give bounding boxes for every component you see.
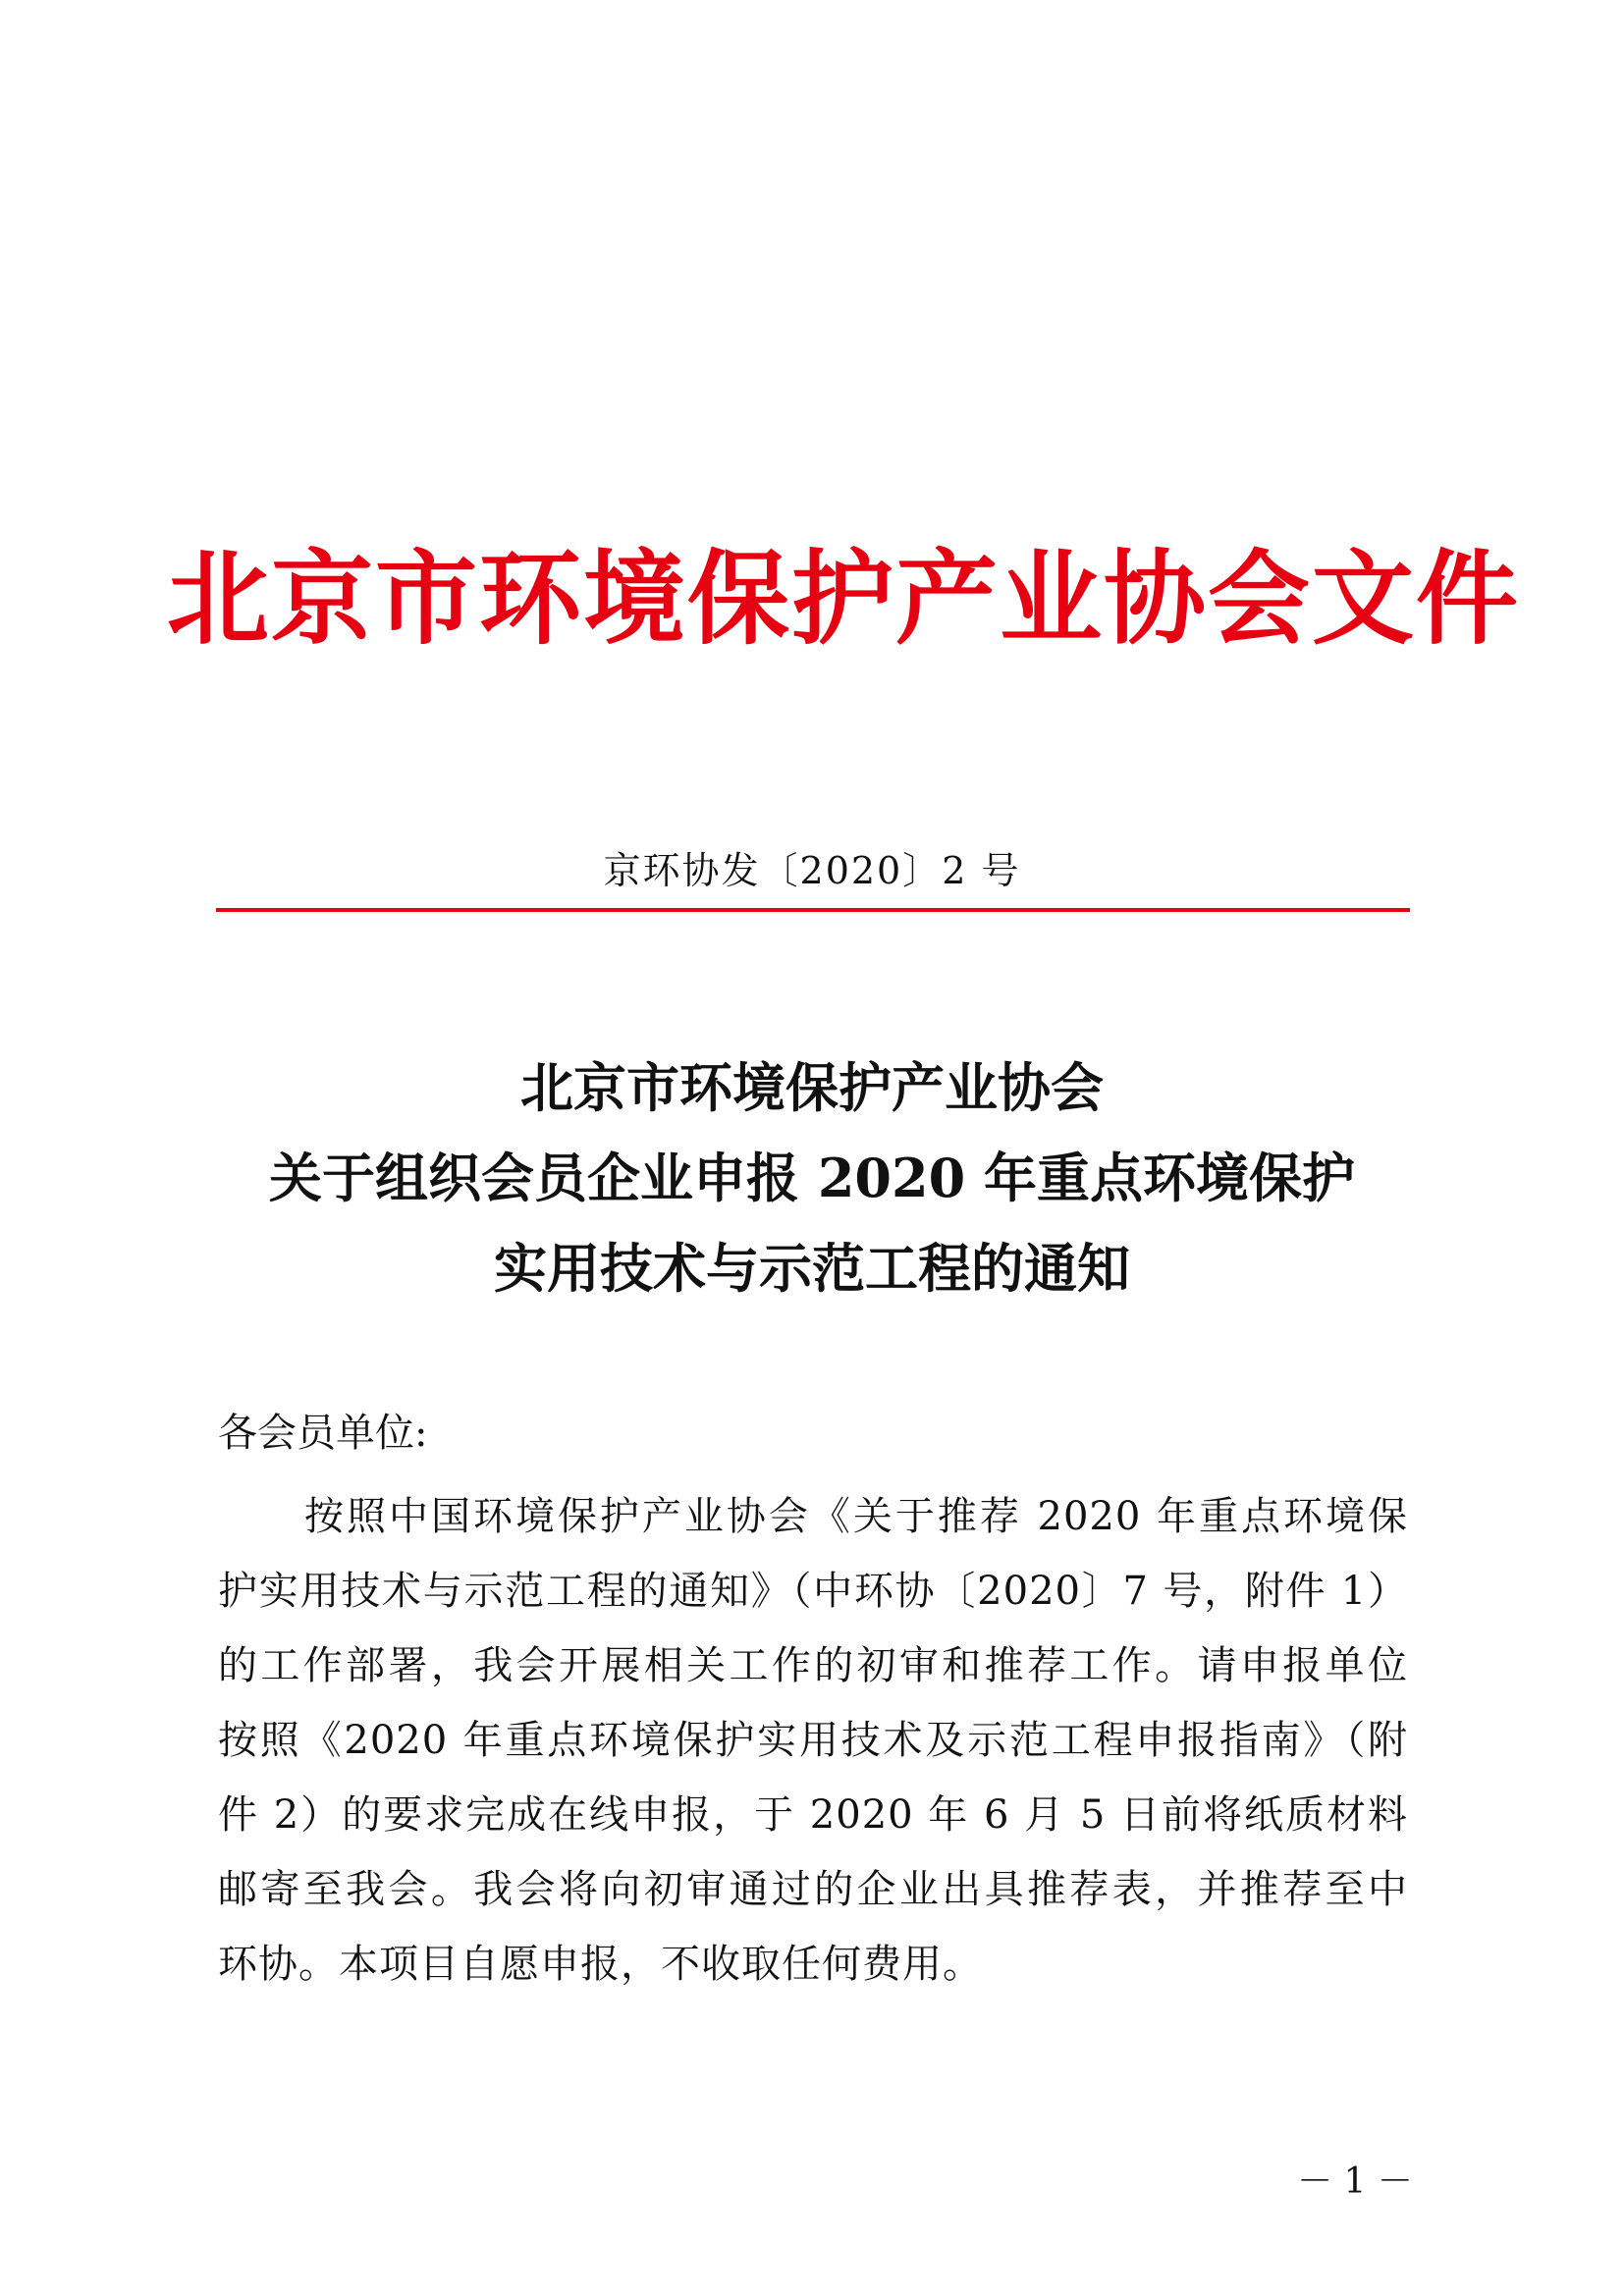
salutation: 各会员单位:: [218, 1411, 428, 1456]
title-line: 北京市环境保护产业协会: [520, 1056, 1104, 1119]
body-line: 按照《2020 年重点环境保护实用技术及示范工程申报指南》（附: [218, 1718, 1408, 1763]
body-line: 护实用技术与示范工程的通知》（中环协〔2020〕7 号，附件 1）: [218, 1569, 1408, 1614]
page-number: － 1 －: [1297, 2162, 1413, 2202]
document-number: 京环协发〔2020〕2 号: [603, 849, 1021, 892]
body-line: 环协。本项目自愿申报，不收取任何费用。: [218, 1942, 983, 1987]
body-line: 件 2）的要求完成在线申报，于 2020 年 6 月 5 日前将纸质材料: [218, 1792, 1408, 1838]
body-paragraph: [218, 1479, 1408, 2002]
body-line: 按照中国环境保护产业协会《关于推荐 2020 年重点环境保: [304, 1494, 1408, 1539]
org-red-header: 北京市环境保护产业协会文件: [167, 538, 1521, 659]
title-line: 实用技术与示范工程的通知: [494, 1237, 1130, 1300]
body-line: 的工作部署，我会开展相关工作的初审和推荐工作。请申报单位: [218, 1643, 1408, 1688]
notice-title: [216, 1042, 1408, 1313]
body-line: 邮寄至我会。我会将向初审通过的企业出具推荐表，并推荐至中: [218, 1867, 1408, 1912]
title-line: 关于组织会员企业申报 2020 年重点环境保护: [269, 1147, 1355, 1209]
red-divider-line: [216, 908, 1410, 912]
